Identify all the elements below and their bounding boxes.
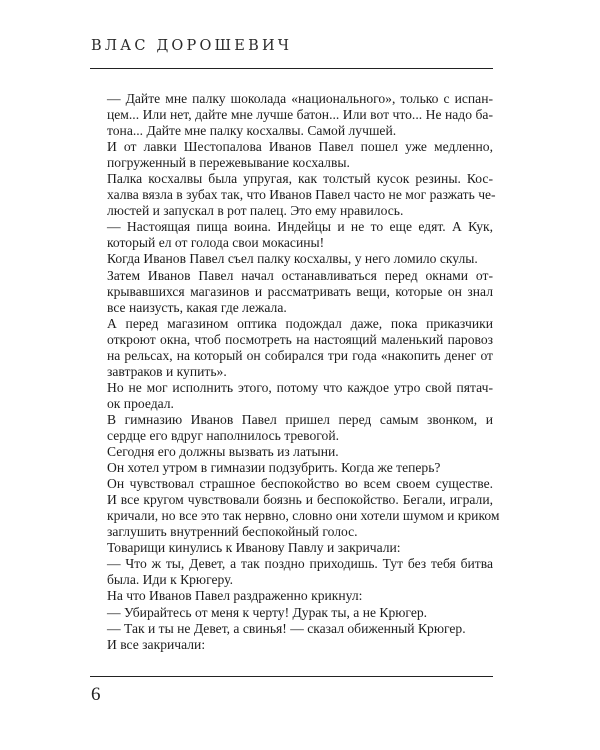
paragraph (91, 460, 493, 476)
text-line: Товарищи кинулись к Иванову Павлу и закричали: (107, 540, 401, 556)
paragraph (91, 268, 493, 316)
text-line: — Убирайтесь от меня к черту! Дурак ты, а не Крюгер. (107, 604, 428, 620)
paragraph (91, 139, 493, 171)
text-line: Но не мог исполнить этого, потому что каждое утро свой пятач- (107, 379, 493, 395)
text-line: который ел от голода свои мокасины! (107, 235, 325, 251)
text-line: люстей и запускал в рот палец. Это ему нравилось. (107, 203, 404, 219)
text-line: погруженный в пережевывание косхалвы. (107, 155, 350, 171)
text-line: тона... Дайте мне палку косхалвы. Самой лучшей. (107, 123, 397, 139)
text-line: на рельсах, на который он собирался три года «накопить денег от (107, 347, 493, 363)
paragraph (91, 637, 493, 653)
text-line: — Настоящая пища воина. Индейцы и не то еще едят. А Кук, (107, 219, 493, 235)
text-line: цем... Или нет, дайте мне лучше батон... Или вот что... Не надо ба- (107, 107, 493, 123)
paragraph (91, 91, 493, 139)
running-head-author: ВЛАС ДОРОШЕВИЧ (91, 38, 293, 54)
paragraph (91, 444, 493, 460)
footer-rule (90, 676, 493, 677)
paragraph (91, 621, 493, 637)
paragraph (91, 171, 496, 219)
text-line: все наизусть, какая где лежала. (107, 299, 287, 315)
text-line: А перед магазином оптика подождал даже, пока приказчики (107, 315, 493, 331)
text-line: — Что ж ты, Девет, а так поздно приходишь. Тут без тебя битва (107, 556, 493, 572)
text-line: заглушить внутренний беспокойный голос. (107, 524, 358, 540)
text-line: крывавшихся магазинов и рассматривать вещи, которые он знал (107, 283, 493, 299)
text-line: была. Иди к Крюгеру. (107, 572, 233, 588)
paragraph (91, 219, 493, 251)
paragraph (91, 588, 493, 604)
paragraph (91, 380, 493, 412)
paragraph (91, 605, 493, 621)
text-line: И все кругом чувствовали боязнь и беспокойство. Бегали, играли, (107, 492, 493, 508)
paragraph (91, 556, 493, 588)
page-number: 6 (91, 684, 101, 705)
header-rule (90, 68, 493, 69)
text-line: На что Иванов Павел раздраженно крикнул: (107, 588, 363, 604)
body-text (91, 91, 500, 653)
text-line: Он хотел утром в гимназии подзубрить. Когда же теперь? (107, 460, 441, 476)
text-line: сердце его вдруг наполнилось тревогой. (107, 427, 339, 443)
text-line: завтраков и купить». (107, 363, 227, 379)
text-line: В гимназию Иванов Павел пришел перед самым звонком, и (107, 411, 493, 427)
text-line: И от лавки Шестопалова Иванов Павел пошел уже медленно, (107, 139, 493, 155)
text-line: — Так и ты не Девет, а свинья! — сказал обиженный Крюгер. (107, 620, 466, 636)
paragraph (91, 540, 493, 556)
text-line: халва вязла в зубах так, что Иванов Павел часто не мог разжать че- (107, 187, 496, 203)
text-line: Он чувствовал страшное беспокойство во всем своем существе. (107, 476, 493, 492)
paragraph (91, 316, 493, 380)
text-line: откроют окна, чтоб посмотреть на настоящий маленький паровоз (107, 331, 493, 347)
text-line: Затем Иванов Павел начал останавливаться перед окнами от- (107, 267, 493, 283)
text-line: кричали, но все это так нервно, словно они хотели шумом и криком (107, 508, 500, 524)
paragraph (91, 476, 500, 540)
text-line: Сегодня его должны вызвать из латыни. (107, 444, 339, 460)
text-line: — Дайте мне палку шоколада «национального», только с испан- (107, 91, 493, 106)
text-line: ок проедал. (107, 395, 174, 411)
text-line: Палка косхалвы была упругая, как толстый кусок резины. Кос- (107, 171, 493, 187)
text-line: Когда Иванов Павел съел палку косхалвы, у него ломило скулы. (107, 251, 478, 267)
paragraph (91, 251, 493, 267)
text-line: И все закричали: (107, 636, 206, 652)
paragraph (91, 412, 493, 444)
